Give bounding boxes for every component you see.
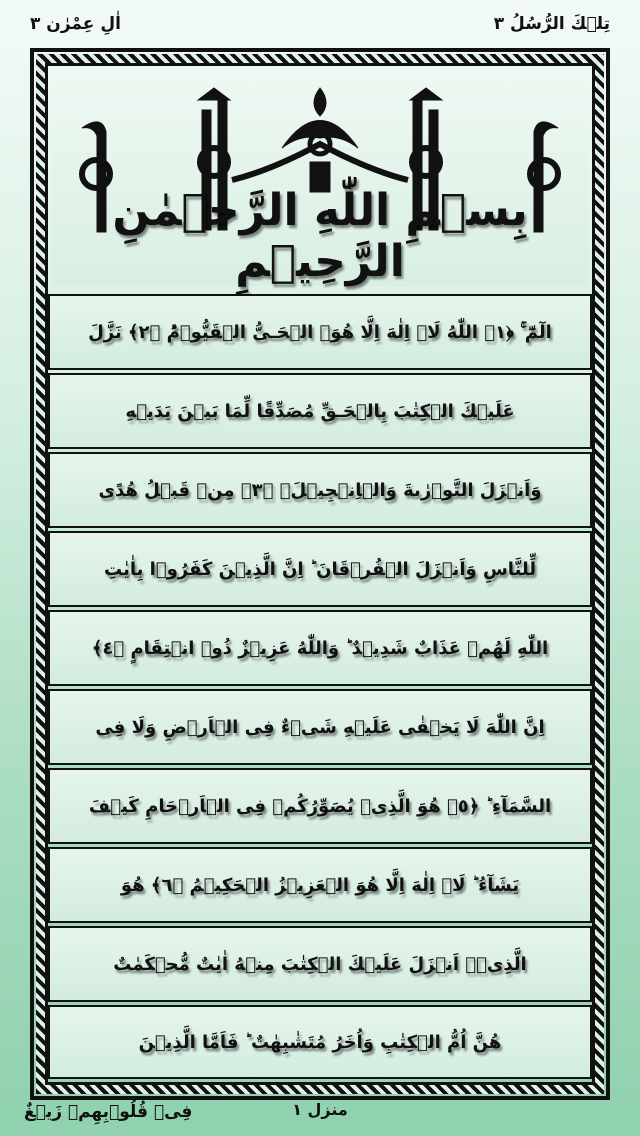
- bismillah-text: بِسۡمِ اللّٰهِ الرَّحۡمٰنِ الرَّحِيۡمِ: [112, 185, 528, 287]
- verse-line-5: اللّٰهِ لَهُمۡ عَذَابٌ شَدِيۡدٌ ؕ وَاللّٰهُ عَزِيۡزٌ ذُوۡ انۡتِقَامٍ ﴿٤﴾: [48, 610, 592, 686]
- surah-header-label: اٰلِ عِمْرٰن ٣: [30, 14, 121, 34]
- verse-line-7: السَّمَآءِ ؕ ﴿٥﴾ هُوَ الَّذِىۡ يُصَوِّرُكُمۡ فِى الۡاَرۡحَامِ كَيۡفَ: [48, 768, 592, 844]
- verse-line-2: عَلَيۡكَ الۡكِتٰبَ بِالۡحَـقِّ مُصَدِّقًا لِّمَا بَيۡنَ يَدَيۡهِ: [48, 373, 592, 449]
- verse-line-9: الَّذِىۡۤ اَنۡزَلَ عَلَيۡكَ الۡكِتٰبَ مِنۡهُ اٰيٰتٌ مُّحۡكَمٰتٌ: [48, 926, 592, 1002]
- verse-line-4: لِّلنَّاسِ وَاَنۡزَلَ الۡفُرۡقَانَ ؕ اِنَّ الَّذِيۡنَ كَفَرُوۡا بِاٰيٰتِ: [48, 531, 592, 607]
- verse-line-8: يَشَآءُ ؕ لَاۤ اِلٰهَ اِلَّا هُوَ الۡعَزِيۡزُ الۡحَكِيۡمُ ﴿٦﴾ هُوَ: [48, 847, 592, 923]
- verse-line-6: اِنَّ اللّٰهَ لَا يَخۡفٰى عَلَيۡهِ شَىۡءٌ فِى الۡاَرۡضِ وَلَا فِى: [48, 689, 592, 765]
- catchword-label: فِىۡ قُلُوۡبِهِمۡ زَيۡغٌ: [24, 1102, 193, 1122]
- verse-line-3: وَاَنۡزَلَ التَّوۡرٰٮةَ وَالۡاِنۡجِيۡلَۙ ﴿٣﴾ مِنۡ قَبۡلُ هُدًى: [48, 452, 592, 528]
- verse-line-10: هُنَّ اُمُّ الۡكِتٰبِ وَاُخَرُ مُتَشٰبِهٰتٌ ؕ فَاَمَّا الَّذِيۡنَ: [48, 1005, 592, 1079]
- juz-header-label: تِلۡكَ الرُّسُلُ ٣: [493, 14, 610, 34]
- manzil-label: منزل ١: [292, 1100, 348, 1119]
- verse-line-1: الٓمّٓ ۚ ﴿١﴾ اللّٰهُ لَاۤ اِلٰهَ اِلَّا هُوَۙ الۡحَـىُّ الۡقَيُّوۡمُؕ ﴿٢﴾ نَزَّلَ: [48, 294, 592, 370]
